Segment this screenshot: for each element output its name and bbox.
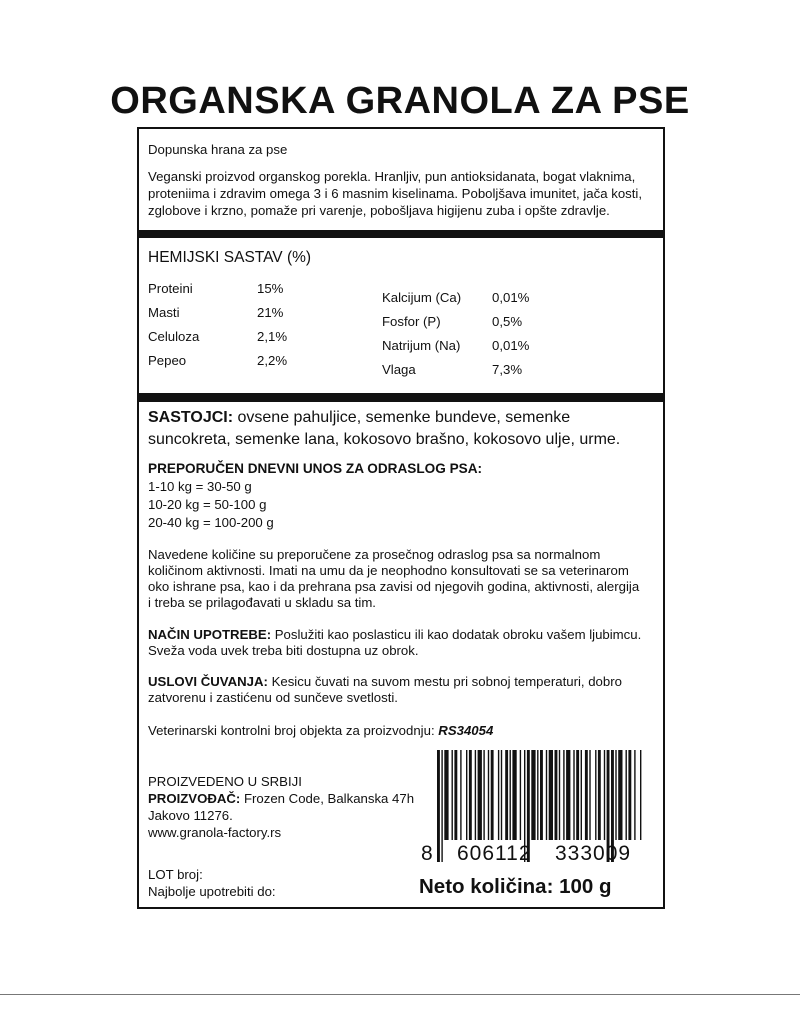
barcode-bar [466,750,467,840]
barcode-bar [505,750,508,840]
barcode-bar [478,750,482,840]
storage-text: Kesicu čuvati na suvom mestu pri sobnoj temperaturi, dobro [267,674,622,689]
best-before-label: Najbolje upotrebiti do: [148,884,276,899]
intake-heading: PREPORUČEN DNEVNI UNOS ZA ODRASLOG PSA: [148,461,483,476]
usage-label: NAČIN UPOTREBE: [148,627,272,642]
barcode-bar [454,750,457,840]
barcode-bar [576,750,579,840]
barcode-bar [559,750,560,840]
barcode-bar [531,750,535,840]
net-quantity: Neto količina: 100 g [419,875,612,898]
composition-value: 0,5% [492,314,523,329]
composition-value: 15% [257,281,284,296]
producer-label: PROIZVOĐAČ: [148,791,241,806]
ingredients-text: suncokreta, semenke lana, kokosovo brašno, kokosovo ulje, urme. [148,431,621,448]
composition-name: Fosfor (P) [382,314,441,329]
composition-value: 7,3% [492,362,523,377]
barcode-bar [441,750,442,862]
ingredients-label: SASTOJCI: [148,409,234,426]
barcode-bar [460,750,461,840]
barcode-bar [618,750,622,840]
barcode-bar [604,750,605,840]
description-line: Veganski proizvod organskog porekla. Hranljiv, pun antioksidanata, bogat vlaknima, [148,169,636,184]
barcode-bar [444,750,448,840]
vet-control-line [148,723,493,740]
note-line: i treba se prilagođavati u skladu sa tim. [148,595,376,610]
barcode-digits: 333009 [555,842,632,865]
storage-text: zatvorenu i zastićenu od sunčeve svetlosti. [148,690,398,705]
composition-name: Pepeo [148,353,187,368]
intake-row: 1-10 kg = 30-50 g [148,479,252,494]
barcode-bar [595,750,596,840]
barcode-bar [563,750,564,840]
note-line: količinom aktivnosti. Imati na umu da je neophodno konsultovati se sa veterinarom [148,563,629,578]
barcode-bar [634,750,635,840]
storage-label: USLOVI ČUVANJA: [148,674,268,689]
usage-text: Sveža voda uvek treba biti dostupna uz obrok. [148,643,419,658]
composition-value: 0,01% [492,338,530,353]
barcode-bar [555,750,558,840]
barcode-bar [540,750,543,840]
page-edge-line [0,994,800,995]
barcode-bar [598,750,601,840]
barcode-bar [537,750,538,840]
barcode-bar [512,750,516,840]
barcode-bar [626,750,627,840]
vet-control-number: RS34054 [438,723,494,738]
product-title: ORGANSKA GRANOLA ZA PSE [110,80,690,122]
usage-line [148,627,641,644]
producer-address: Jakovo 11276. [148,808,233,823]
usage-text: Poslužiti kao poslasticu ili kao dodatak obroku vašem ljubimcu. [271,627,642,642]
barcode-bar [615,750,616,840]
note-line: oko ishrane psa, kao i da prehrana psa zavisi od njegovih godina, aktivnosti, alergija [148,579,640,594]
composition-name: Celuloza [148,329,200,344]
barcode-bar [475,750,476,840]
producer-address: Frozen Code, Balkanska 47h [240,791,415,806]
barcode-bar [566,750,570,840]
barcode-bar [510,750,511,840]
barcode-bar [452,750,453,840]
barcode-bar [498,750,499,840]
composition-name: Masti [148,305,180,320]
barcode-bar [437,750,440,862]
section-divider [139,393,663,402]
barcode-bar [589,750,590,840]
barcode-bar [581,750,582,840]
lot-label: LOT broj: [148,867,203,882]
intake-row: 10-20 kg = 50-100 g [148,497,267,512]
barcode-bar [546,750,547,840]
description-line: proteniima i zdravim omega 3 i 6 masnim kiselinama. Poboljšava imunitet, jača kosti, [148,186,643,201]
barcode-bar [585,750,588,840]
barcode-bar [573,750,574,840]
composition-name: Kalcijum (Ca) [382,290,462,305]
ingredients-line [148,408,570,428]
composition-name: Natrijum (Na) [382,338,461,353]
barcode-digits: 606112 [457,842,532,865]
barcode-bar [640,750,641,840]
product-subtitle: Dopunska hrana za pse [148,142,288,157]
barcode-bar [491,750,494,840]
composition-value: 0,01% [492,290,530,305]
barcode-bar [549,750,553,840]
composition-value: 21% [257,305,284,320]
producer-website: www.granola-factory.rs [148,825,282,840]
barcode-digit: 8 [421,842,434,865]
barcode-bar [520,750,521,840]
intake-row: 20-40 kg = 100-200 g [148,515,274,530]
barcode-bar [469,750,472,840]
composition-heading: HEMIJSKI SASTAV (%) [148,249,312,266]
section-divider [139,230,663,238]
barcode-bar [628,750,631,840]
description-line: zglobove i krzno, pomaže pri varenje, pobošljava higijenu zuba i opšte zdravlje. [148,203,610,218]
composition-value: 2,2% [257,353,288,368]
origin-text: PROIZVEDENO U SRBIJI [148,774,302,789]
product-label [137,127,665,909]
vet-control-label: Veterinarski kontrolni broj objekta za proizvodnju: [148,723,435,738]
composition-name: Vlaga [382,362,416,377]
producer-line [148,791,414,808]
barcode-bar [483,750,484,840]
composition-name: Proteini [148,281,193,296]
barcode-bar [488,750,489,840]
storage-line [148,674,622,691]
barcode-bar [501,750,502,840]
note-line: Navedene količine su preporučene za prosečnog odraslog psa sa normalnom [148,547,601,562]
composition-value: 2,1% [257,329,288,344]
ingredients-text: ovsene pahuljice, semenke bundeve, semenke [233,409,571,426]
